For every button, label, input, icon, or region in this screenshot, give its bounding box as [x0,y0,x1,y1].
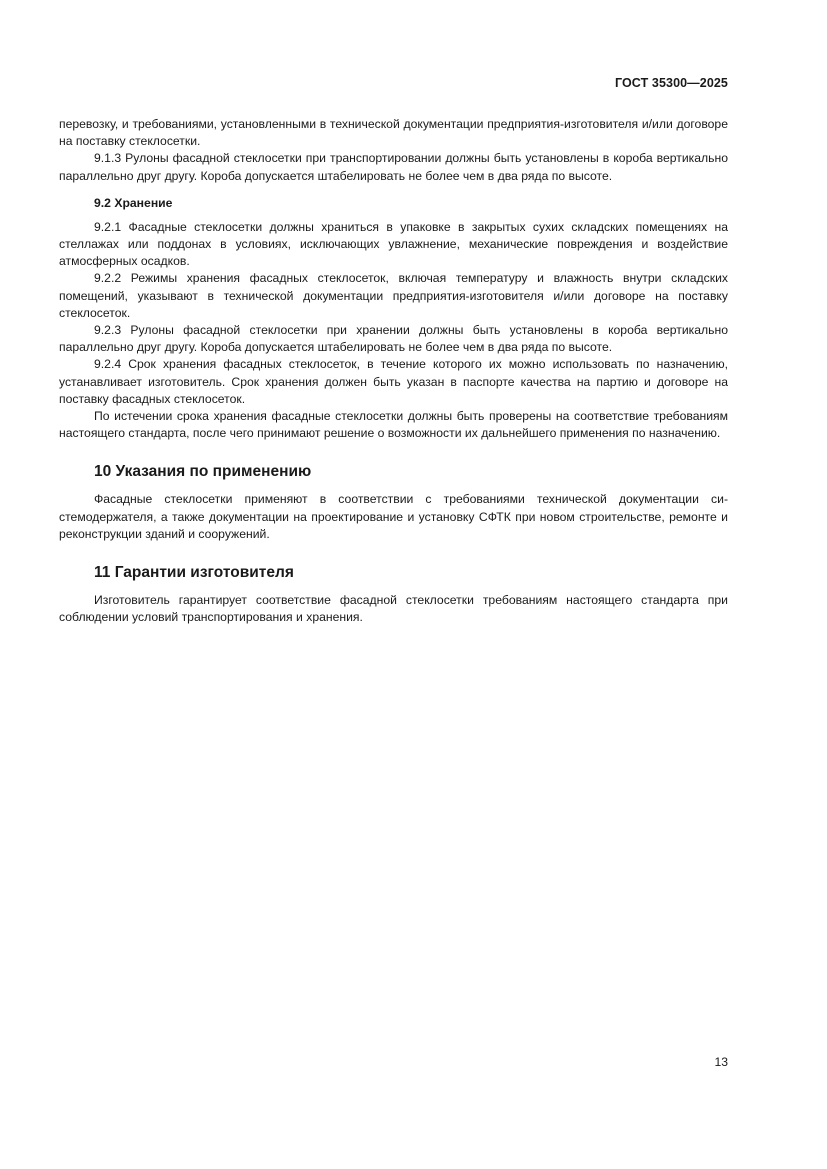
paragraph-11: Изготовитель гарантирует соответствие фасадной стеклосетки требованиям настоящего стандарта при соблюдении условий транспортирования и хранения. [59,593,728,625]
section-heading-11: 11 Гарантии изготовителя [94,564,294,582]
paragraph-9-2-4-continued: По истечении срока хранения фасадные стеклосетки должны быть проверены на соответствие требованиям настоящего стандарта, после чего принимают решение о возможности их дальнейшего применения по назначению. [59,409,728,441]
section-heading-10: 10 Указания по применению [94,463,312,481]
subsection-heading-9-2: 9.2 Хранение [94,195,173,210]
paragraph-9-2-3: 9.2.3 Рулоны фасадной стеклосетки при хранении должны быть установлены в короба вертикально параллельно друг другу. Короба допускается штабелировать не более чем в два ряда по высоте. [59,323,728,355]
paragraph-9-2-1: 9.2.1 Фасадные стеклосетки должны храниться в упаковке в закрытых сухих складских помещениях на стеллажах или поддонах в условиях, исключающих увлажнение, механические повреждения и воздействие атмосферных осадков. [59,219,728,269]
paragraph-10: Фасадные стеклосетки применяют в соответствии с требованиями технической документации системодержателя, а также документации на проектирование и установку СФТК при новом строительстве, ремонте и реконструкции зданий и сооружений. [59,492,728,541]
paragraph-9-2-2: 9.2.2 Режимы хранения фасадных стеклосеток, включая температуру и влажность внутри складских помещений, указывают в технической документации предприятия-изготовителя и/или договоре на поставку стеклосеток. [59,271,728,320]
document-code: ГОСТ 35300—2025 [614,76,728,90]
paragraph-continuation: перевозку, и требованиями, установленными в технической документации предприятия-изготовителя и/или договоре на поставку стеклосетки. [59,117,728,149]
paragraph-9-2-4: 9.2.4 Срок хранения фасадных стеклосеток, в течение которого их можно использовать по назначению, устанавливает изготовитель. Срок хранения должен быть указан в паспорте качества на партию и договоре на поставку фасадных стеклосеток. [59,357,728,406]
document-body [59,116,728,626]
page-number: 13 [714,1055,728,1069]
paragraph-9-1-3: 9.1.3 Рулоны фасадной стеклосетки при транспортировании должны быть установлены в короба вертикально параллельно друг другу. Короба допускается штабелировать не более чем в два ряда по высоте. [59,151,728,183]
